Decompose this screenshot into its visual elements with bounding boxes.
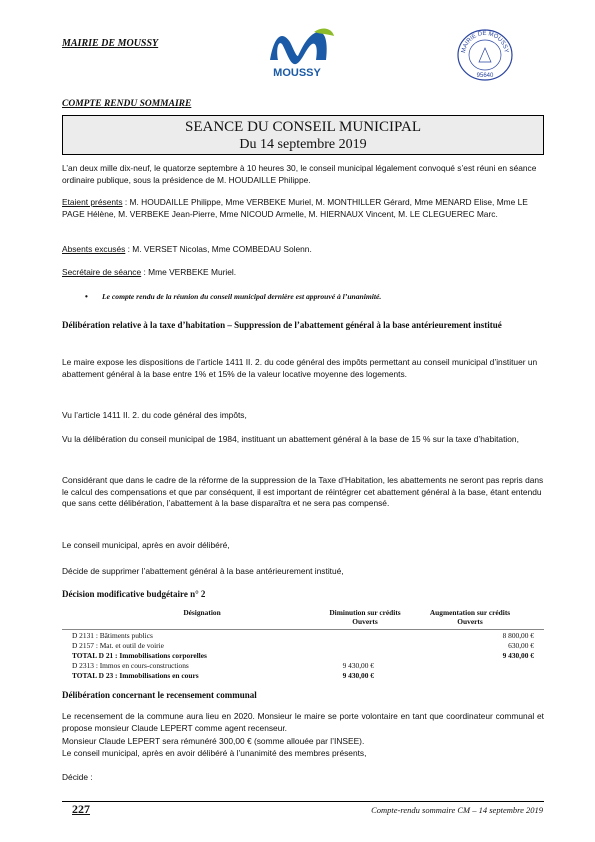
col-header-augmentation	[420, 608, 520, 626]
absents-label: Absents excusés	[62, 244, 126, 254]
mairie-seal	[455, 28, 515, 82]
logo-m-shape	[270, 32, 327, 64]
table-row	[72, 651, 534, 661]
section2-title: Décision modificative budgétaire n° 2	[62, 589, 206, 599]
row-augmentation: 630,00 €	[508, 641, 534, 650]
row-designation: D 2157 : Mat. et outil de voirie	[72, 641, 164, 650]
col-header-diminution-line1: Diminution sur crédits	[329, 608, 401, 617]
row-augmentation: 8 800,00 €	[502, 631, 534, 640]
section1-title: Délibération relative à la taxe d’habitation – Suppression de l’abattement général à la base antérieurement institué	[62, 320, 502, 330]
section1-p4: Considérant que dans le cadre de la réforme de la suppression de la Taxe d’Habitation, les abattements ne seront pas repris dans le calcul des compensations et que par conséquent, il est important de réintégrer cet abattement général à la base, étant entendu que sans cette délibération, l’abattement à la base disparaîtra et ne sera pas compensé.	[62, 475, 544, 508]
absents-text: : M. VERSET Nicolas, Mme COMBEDAU Solenn.	[125, 244, 312, 254]
row-diminution: 9 430,00 €	[342, 661, 374, 670]
mairie-heading: MAIRIE DE MOUSSY	[62, 38, 159, 49]
table-row	[72, 641, 534, 651]
title-line-1: SEANCE DU CONSEIL MUNICIPAL	[185, 119, 421, 135]
row-designation: TOTAL D 21 : Immobilisations corporelles	[72, 651, 207, 660]
svg-text:MAIRIE DE MOUSSY	[461, 31, 509, 54]
bullet-text: Le compte rendu de la réunion du conseil municipal dernière est approuvé à l’unanimité.	[102, 292, 382, 301]
table-row	[72, 661, 534, 671]
table-header-rule	[62, 629, 544, 630]
seal-bottom-text: 95640	[476, 73, 494, 79]
footer-rule	[62, 801, 544, 802]
presents-label: Etaient présents	[62, 197, 123, 207]
footer-text: Compte-rendu sommaire CM – 14 septembre 2019	[371, 805, 543, 815]
title-box	[62, 115, 544, 155]
section1-p6: Décide de supprimer l’abattement général à la base antérieurement institué,	[62, 566, 344, 576]
secretaire-label: Secrétaire de séance	[62, 267, 142, 277]
table-row	[72, 671, 534, 681]
presents-text: : M. HOUDAILLE Philippe, Mme VERBEKE Muriel, M. MONTHILLER Gérard, Mme MENARD Elise, Mme LE PAGE Hélène, M. VERBEKE Jean-Pierre, Mme NICOUD Armelle, M. HIERNAUX Vincent, M. LE CLEGUEREC Marc.	[62, 197, 528, 219]
row-designation: D 2313 : Immos en cours-constructions	[72, 661, 189, 670]
row-designation: TOTAL D 23 : Immobilisations en cours	[72, 671, 199, 680]
intro-paragraph: L’an deux mille dix-neuf, le quatorze septembre à 10 heures 30, le conseil municipal légalement convoqué s’est réuni en séance ordinaire publique, sous la présidence de M. HOUDAILLE Philippe.	[62, 163, 537, 185]
page-number: 227	[72, 802, 90, 816]
presents-paragraph	[62, 197, 544, 220]
seal-inner-ring	[469, 40, 501, 70]
row-augmentation: 9 430,00 €	[502, 651, 534, 660]
secretaire-paragraph	[62, 267, 544, 279]
section1-p2: Vu l’article 1411 II. 2. du code général des impôts,	[62, 410, 247, 420]
moussy-logo	[256, 26, 338, 82]
row-designation: D 2131 : Bâtiments publics	[72, 631, 153, 640]
seal-emblem	[479, 48, 491, 62]
compte-rendu-heading: COMPTE RENDU SOMMAIRE	[62, 99, 192, 109]
bullet-icon: •	[85, 292, 88, 301]
secretaire-text: : Mme VERBEKE Muriel.	[141, 267, 237, 277]
section1-p5: Le conseil municipal, après en avoir délibéré,	[62, 540, 230, 550]
table-row	[72, 631, 534, 641]
absents-paragraph	[62, 244, 544, 256]
col-header-diminution-line2: Ouverts	[352, 617, 378, 626]
section3-p1: Le recensement de la commune aura lieu en 2020. Monsieur le maire se porte volontaire en tant que coordinateur communal et propose monsieur Claude LEPERT comme agent recenseur.	[62, 711, 544, 733]
section1-p1: Le maire expose les dispositions de l’article 1411 II. 2. du code général des impôts permettant au conseil municipal d’instituer un abattement général à la base entre 1% et 15% de la valeur locative moyenne des logements.	[62, 357, 538, 379]
title-line-2: Du 14 septembre 2019	[239, 137, 367, 152]
section3-title: Délibération concernant le recensement communal	[62, 690, 257, 700]
section3-p4: Décide :	[62, 772, 93, 782]
section3-p2: Monsieur Claude LEPERT sera rémunéré 300,00 € (somme allouée par l’INSEE).	[62, 736, 365, 746]
col-header-augmentation-line1: Augmentation sur crédits	[429, 608, 511, 617]
row-diminution: 9 430,00 €	[342, 671, 374, 680]
section3-p3: Le conseil municipal, après en avoir délibéré à l’unanimité des membres présents,	[62, 748, 367, 758]
seal-top-text: MAIRIE DE MOUSSY	[461, 30, 509, 54]
section1-p3: Vu la délibération du conseil municipal de 1984, instituant un abattement général à la base de 15 % sur la taxe d’habitation,	[62, 434, 519, 444]
col-header-augmentation-line2: Ouverts	[457, 617, 483, 626]
col-header-diminution	[320, 608, 410, 626]
logo-text: MOUSSY	[273, 67, 321, 79]
col-header-designation: Désignation	[183, 608, 221, 617]
